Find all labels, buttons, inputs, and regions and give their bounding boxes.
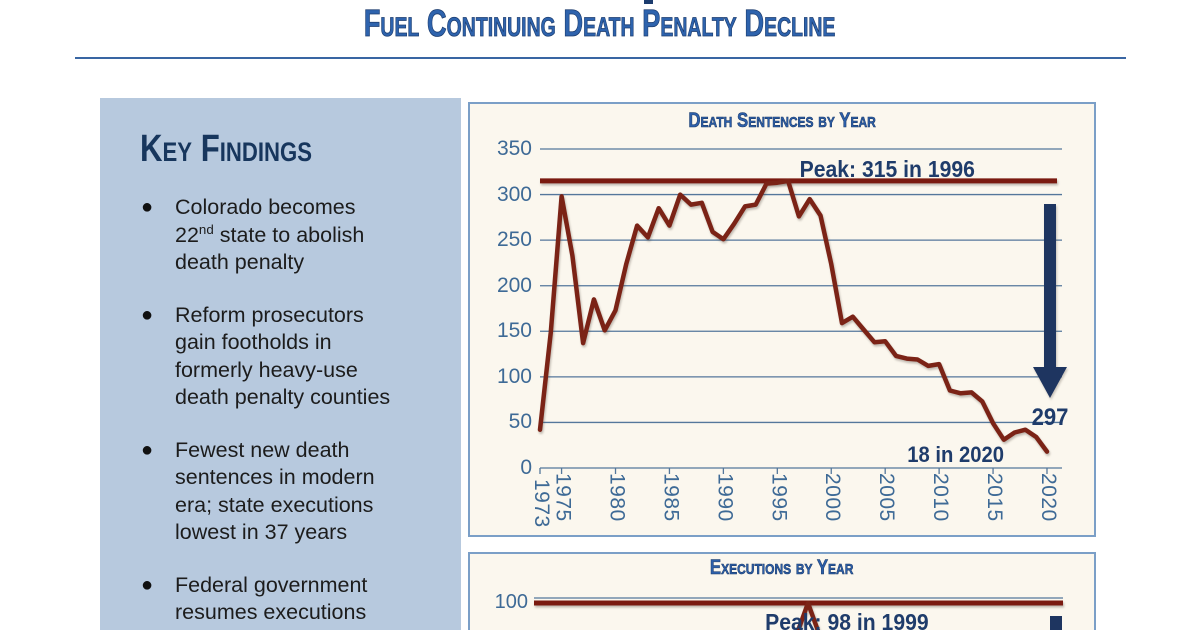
xtick-label-1985: 1985 bbox=[659, 473, 683, 522]
ytick-label-200: 200 bbox=[496, 273, 532, 297]
bullet-dot-icon: ● bbox=[141, 438, 154, 461]
decline-amount-label: 297 bbox=[1031, 404, 1069, 431]
ytick-label-300: 300 bbox=[496, 182, 532, 206]
ytick-label-0: 0 bbox=[520, 456, 532, 479]
peak-annotation-sentences: Peak: 315 in 1996 bbox=[799, 156, 975, 182]
header-divider bbox=[75, 57, 1126, 59]
death-sentences-series-line bbox=[540, 181, 1047, 452]
death-sentences-plot bbox=[470, 104, 1094, 535]
xtick-label-1975: 1975 bbox=[551, 473, 575, 522]
key-findings-list bbox=[141, 194, 446, 630]
bullet-dot-icon: ● bbox=[141, 196, 154, 218]
key-findings-panel bbox=[100, 98, 461, 630]
ytick-label-350: 350 bbox=[496, 136, 532, 160]
ytick-label-100: 100 bbox=[496, 364, 532, 388]
executions-chart bbox=[468, 552, 1096, 630]
peak-annotation-executions: Peak: 98 in 1999 bbox=[765, 609, 929, 630]
ytick-label-150: 150 bbox=[496, 319, 532, 343]
page-title bbox=[0, 3, 1200, 45]
superscript: nd bbox=[198, 221, 214, 237]
key-finding-item bbox=[141, 572, 446, 627]
key-finding-text: Federal government resumes executions bbox=[175, 572, 368, 624]
xtick-label-2005: 2005 bbox=[875, 473, 899, 522]
xtick-label-2020: 2020 bbox=[1036, 473, 1060, 522]
key-findings-heading: Key Findings bbox=[140, 128, 312, 170]
ytick-label-250: 250 bbox=[496, 228, 532, 252]
xtick-label-1980: 1980 bbox=[605, 473, 629, 522]
executions-chart-title: Executions by Year bbox=[710, 556, 854, 579]
executions-ytick-100: 100 bbox=[494, 591, 528, 613]
xtick-label-1973: 1973 bbox=[530, 479, 553, 528]
key-finding-item bbox=[141, 194, 446, 277]
xtick-label-2015: 2015 bbox=[983, 473, 1007, 522]
decline-arrow-shaft-clipped bbox=[1050, 616, 1062, 630]
ytick-label-50: 50 bbox=[508, 410, 532, 434]
xtick-label-2010: 2010 bbox=[929, 473, 953, 522]
death-sentences-chart bbox=[468, 102, 1096, 537]
bullet-dot-icon: ● bbox=[141, 303, 154, 326]
key-finding-item bbox=[141, 302, 446, 412]
key-finding-text: Colorado becomes 22nd state to abolish death penalty bbox=[175, 195, 365, 274]
death-sentences-chart-title: Death Sentences by Year bbox=[688, 109, 876, 132]
latest-value-annotation: 18 in 2020 bbox=[907, 442, 1004, 467]
key-finding-item bbox=[141, 437, 446, 547]
xtick-label-1990: 1990 bbox=[713, 473, 737, 522]
key-finding-text: Fewest new death sentences in modern era; state executions lowest in 37 years bbox=[175, 437, 375, 544]
key-finding-text: Reform prosecutors gain footholds in formerly heavy-use death penalty counties bbox=[175, 302, 391, 409]
xtick-label-2000: 2000 bbox=[821, 473, 845, 522]
decline-arrow-icon bbox=[1033, 204, 1067, 398]
xtick-label-1995: 1995 bbox=[767, 473, 791, 522]
page-title-text: Fuel Continuing Death Penalty Decline bbox=[364, 3, 836, 45]
bullet-dot-icon: ● bbox=[141, 573, 154, 596]
